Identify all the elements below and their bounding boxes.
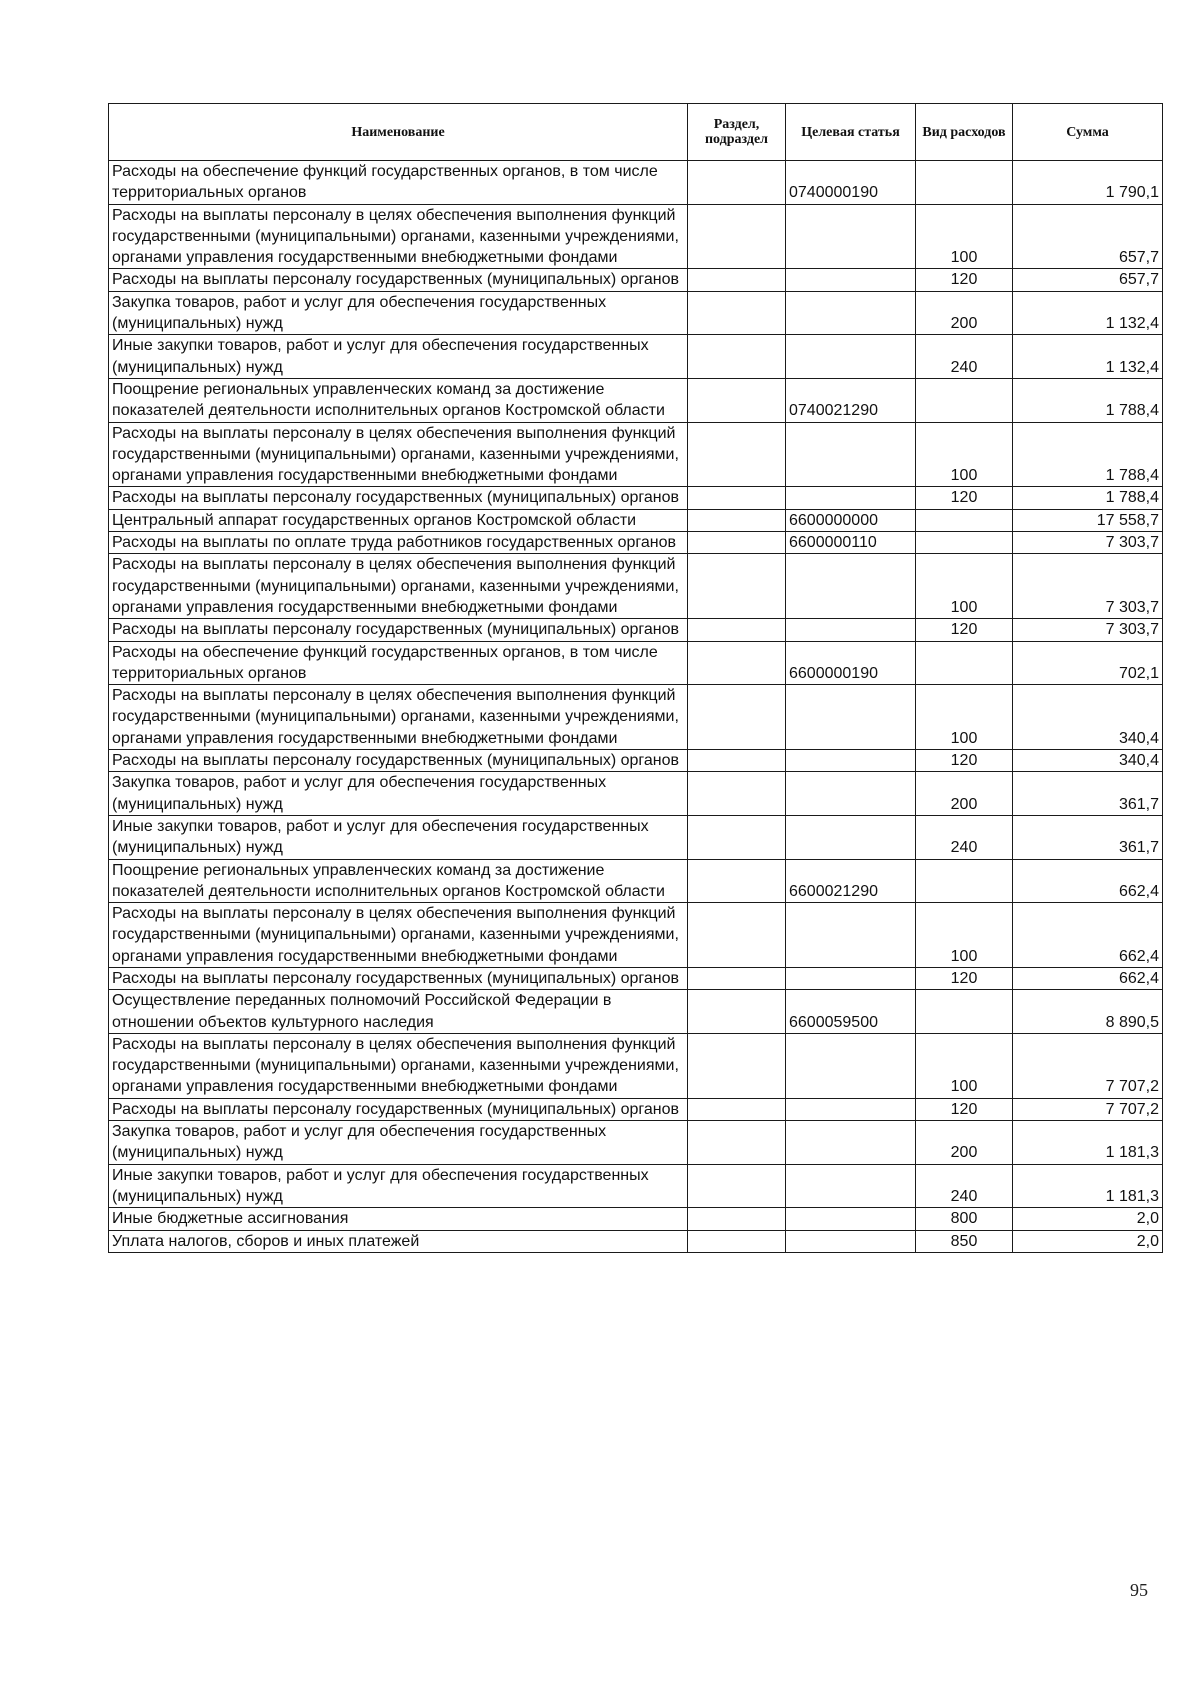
table-row bbox=[109, 990, 1163, 1034]
row-target: 6600000000 bbox=[786, 509, 916, 531]
row-type: 120 bbox=[916, 619, 1013, 641]
row-name: Расходы на выплаты персоналу в целях обеспечения выполнения функций государственными (муниципальными) органами, казенными учреждениями, органами управления государственными внебюджетными фондами bbox=[109, 554, 688, 619]
header-type: Вид расходов bbox=[916, 104, 1013, 161]
row-sum: 1 181,3 bbox=[1013, 1164, 1163, 1208]
row-name: Расходы на выплаты персоналу в целях обеспечения выполнения функций государственными (муниципальными) органами, казенными учреждениями, органами управления государственными внебюджетными фондами bbox=[109, 422, 688, 487]
row-section bbox=[688, 1208, 786, 1230]
row-section bbox=[688, 532, 786, 554]
table-row bbox=[109, 335, 1163, 379]
header-sum: Сумма bbox=[1013, 104, 1163, 161]
row-sum: 1 788,4 bbox=[1013, 378, 1163, 422]
table-header-row bbox=[109, 104, 1163, 161]
table-row bbox=[109, 750, 1163, 772]
table-row bbox=[109, 161, 1163, 205]
row-sum: 2,0 bbox=[1013, 1230, 1163, 1252]
row-type bbox=[916, 859, 1013, 903]
row-type bbox=[916, 641, 1013, 685]
row-name: Расходы на выплаты персоналу в целях обеспечения выполнения функций государственными (муниципальными) органами, казенными учреждениями, органами управления государственными внебюджетными фондами bbox=[109, 903, 688, 968]
table-row bbox=[109, 1164, 1163, 1208]
row-name: Расходы на выплаты персоналу государственных (муниципальных) органов bbox=[109, 750, 688, 772]
header-target: Целевая статья bbox=[786, 104, 916, 161]
row-section bbox=[688, 1164, 786, 1208]
row-name: Иные закупки товаров, работ и услуг для обеспечения государственных (муниципальных) нужд bbox=[109, 815, 688, 859]
table-row bbox=[109, 1098, 1163, 1120]
row-target bbox=[786, 619, 916, 641]
row-name: Расходы на выплаты персоналу государственных (муниципальных) органов bbox=[109, 269, 688, 291]
row-sum: 657,7 bbox=[1013, 269, 1163, 291]
row-name: Закупка товаров, работ и услуг для обеспечения государственных (муниципальных) нужд bbox=[109, 772, 688, 816]
row-section bbox=[688, 641, 786, 685]
row-sum: 1 790,1 bbox=[1013, 161, 1163, 205]
row-section bbox=[688, 1121, 786, 1165]
row-section bbox=[688, 509, 786, 531]
row-type: 200 bbox=[916, 291, 1013, 335]
row-sum: 1 788,4 bbox=[1013, 422, 1163, 487]
row-section bbox=[688, 619, 786, 641]
row-type bbox=[916, 509, 1013, 531]
row-target bbox=[786, 815, 916, 859]
row-target: 6600021290 bbox=[786, 859, 916, 903]
table-row bbox=[109, 859, 1163, 903]
row-name: Расходы на выплаты персоналу государственных (муниципальных) органов bbox=[109, 1098, 688, 1120]
row-name: Расходы на выплаты персоналу в целях обеспечения выполнения функций государственными (муниципальными) органами, казенными учреждениями, органами управления государственными внебюджетными фондами bbox=[109, 685, 688, 750]
row-type: 200 bbox=[916, 1121, 1013, 1165]
row-name: Расходы на обеспечение функций государственных органов, в том числе территориальных органов bbox=[109, 161, 688, 205]
row-name: Расходы на обеспечение функций государственных органов, в том числе территориальных органов bbox=[109, 641, 688, 685]
row-section bbox=[688, 291, 786, 335]
row-sum: 361,7 bbox=[1013, 815, 1163, 859]
row-type: 100 bbox=[916, 422, 1013, 487]
row-sum: 662,4 bbox=[1013, 967, 1163, 989]
row-target bbox=[786, 204, 916, 269]
row-type: 120 bbox=[916, 1098, 1013, 1120]
row-name: Уплата налогов, сборов и иных платежей bbox=[109, 1230, 688, 1252]
table-row bbox=[109, 641, 1163, 685]
table-row bbox=[109, 967, 1163, 989]
table-row bbox=[109, 685, 1163, 750]
row-type: 850 bbox=[916, 1230, 1013, 1252]
row-sum: 702,1 bbox=[1013, 641, 1163, 685]
row-section bbox=[688, 335, 786, 379]
table-row bbox=[109, 619, 1163, 641]
row-sum: 662,4 bbox=[1013, 859, 1163, 903]
row-target bbox=[786, 269, 916, 291]
row-section bbox=[688, 750, 786, 772]
row-sum: 7 303,7 bbox=[1013, 619, 1163, 641]
row-target bbox=[786, 1230, 916, 1252]
row-section bbox=[688, 378, 786, 422]
row-type: 100 bbox=[916, 204, 1013, 269]
row-target: 6600059500 bbox=[786, 990, 916, 1034]
row-sum: 1 788,4 bbox=[1013, 487, 1163, 509]
row-type bbox=[916, 532, 1013, 554]
row-target bbox=[786, 291, 916, 335]
header-name: Наименование bbox=[109, 104, 688, 161]
row-sum: 7 303,7 bbox=[1013, 554, 1163, 619]
row-target bbox=[786, 1098, 916, 1120]
row-type: 120 bbox=[916, 487, 1013, 509]
row-section bbox=[688, 990, 786, 1034]
row-type bbox=[916, 378, 1013, 422]
row-section bbox=[688, 1033, 786, 1098]
row-type: 240 bbox=[916, 335, 1013, 379]
row-target bbox=[786, 1033, 916, 1098]
row-sum: 8 890,5 bbox=[1013, 990, 1163, 1034]
row-sum: 17 558,7 bbox=[1013, 509, 1163, 531]
table-row bbox=[109, 422, 1163, 487]
row-type: 240 bbox=[916, 1164, 1013, 1208]
table-body bbox=[109, 161, 1163, 1253]
row-sum: 7 303,7 bbox=[1013, 532, 1163, 554]
row-type bbox=[916, 161, 1013, 205]
row-name: Расходы на выплаты персоналу в целях обеспечения выполнения функций государственными (муниципальными) органами, казенными учреждениями, органами управления государственными внебюджетными фондами bbox=[109, 1033, 688, 1098]
row-sum: 2,0 bbox=[1013, 1208, 1163, 1230]
row-section bbox=[688, 487, 786, 509]
row-target: 0740000190 bbox=[786, 161, 916, 205]
row-target bbox=[786, 772, 916, 816]
row-target bbox=[786, 335, 916, 379]
table-row bbox=[109, 815, 1163, 859]
table-row bbox=[109, 1121, 1163, 1165]
row-sum: 340,4 bbox=[1013, 685, 1163, 750]
row-sum: 340,4 bbox=[1013, 750, 1163, 772]
row-type: 240 bbox=[916, 815, 1013, 859]
row-name: Иные закупки товаров, работ и услуг для обеспечения государственных (муниципальных) нужд bbox=[109, 1164, 688, 1208]
row-target bbox=[786, 554, 916, 619]
row-section bbox=[688, 685, 786, 750]
page-number: 95 bbox=[1130, 1580, 1148, 1600]
table-row bbox=[109, 509, 1163, 531]
row-name: Поощрение региональных управленческих команд за достижение показателей деятельности исполнительных органов Костромской области bbox=[109, 859, 688, 903]
row-name: Закупка товаров, работ и услуг для обеспечения государственных (муниципальных) нужд bbox=[109, 1121, 688, 1165]
row-section bbox=[688, 815, 786, 859]
table-row bbox=[109, 1230, 1163, 1252]
row-type: 100 bbox=[916, 903, 1013, 968]
row-type: 120 bbox=[916, 750, 1013, 772]
table-row bbox=[109, 554, 1163, 619]
row-target bbox=[786, 903, 916, 968]
row-section bbox=[688, 1230, 786, 1252]
table-row bbox=[109, 1033, 1163, 1098]
row-section bbox=[688, 859, 786, 903]
row-sum: 361,7 bbox=[1013, 772, 1163, 816]
row-target bbox=[786, 1121, 916, 1165]
row-name: Расходы на выплаты по оплате труда работников государственных органов bbox=[109, 532, 688, 554]
row-sum: 1 132,4 bbox=[1013, 291, 1163, 335]
table-row bbox=[109, 204, 1163, 269]
row-target: 6600000110 bbox=[786, 532, 916, 554]
row-name: Центральный аппарат государственных органов Костромской области bbox=[109, 509, 688, 531]
row-section bbox=[688, 554, 786, 619]
row-type bbox=[916, 990, 1013, 1034]
row-name: Иные бюджетные ассигнования bbox=[109, 1208, 688, 1230]
row-name: Закупка товаров, работ и услуг для обеспечения государственных (муниципальных) нужд bbox=[109, 291, 688, 335]
row-name: Поощрение региональных управленческих команд за достижение показателей деятельности исполнительных органов Костромской области bbox=[109, 378, 688, 422]
row-type: 100 bbox=[916, 1033, 1013, 1098]
row-section bbox=[688, 161, 786, 205]
row-section bbox=[688, 903, 786, 968]
row-section bbox=[688, 967, 786, 989]
row-sum: 662,4 bbox=[1013, 903, 1163, 968]
row-name: Расходы на выплаты персоналу государственных (муниципальных) органов bbox=[109, 619, 688, 641]
row-sum: 657,7 bbox=[1013, 204, 1163, 269]
table-row bbox=[109, 532, 1163, 554]
row-section bbox=[688, 204, 786, 269]
row-sum: 7 707,2 bbox=[1013, 1098, 1163, 1120]
row-type: 120 bbox=[916, 967, 1013, 989]
table-row bbox=[109, 378, 1163, 422]
row-sum: 7 707,2 bbox=[1013, 1033, 1163, 1098]
row-name: Расходы на выплаты персоналу государственных (муниципальных) органов bbox=[109, 487, 688, 509]
table-row bbox=[109, 903, 1163, 968]
row-section bbox=[688, 772, 786, 816]
row-type: 100 bbox=[916, 554, 1013, 619]
row-name: Осуществление переданных полномочий Российской Федерации в отношении объектов культурного наследия bbox=[109, 990, 688, 1034]
row-target bbox=[786, 487, 916, 509]
row-sum: 1 181,3 bbox=[1013, 1121, 1163, 1165]
row-type: 100 bbox=[916, 685, 1013, 750]
row-sum: 1 132,4 bbox=[1013, 335, 1163, 379]
row-target bbox=[786, 1164, 916, 1208]
row-type: 120 bbox=[916, 269, 1013, 291]
table-row bbox=[109, 772, 1163, 816]
row-name: Расходы на выплаты персоналу в целях обеспечения выполнения функций государственными (муниципальными) органами, казенными учреждениями, органами управления государственными внебюджетными фондами bbox=[109, 204, 688, 269]
row-target bbox=[786, 422, 916, 487]
row-type: 800 bbox=[916, 1208, 1013, 1230]
row-target bbox=[786, 967, 916, 989]
row-section bbox=[688, 1098, 786, 1120]
row-target: 0740021290 bbox=[786, 378, 916, 422]
row-section bbox=[688, 269, 786, 291]
budget-table bbox=[108, 103, 1163, 1253]
row-target bbox=[786, 1208, 916, 1230]
row-type: 200 bbox=[916, 772, 1013, 816]
row-name: Иные закупки товаров, работ и услуг для обеспечения государственных (муниципальных) нужд bbox=[109, 335, 688, 379]
table-row bbox=[109, 487, 1163, 509]
row-target bbox=[786, 685, 916, 750]
table-row bbox=[109, 1208, 1163, 1230]
row-name: Расходы на выплаты персоналу государственных (муниципальных) органов bbox=[109, 967, 688, 989]
row-section bbox=[688, 422, 786, 487]
row-target bbox=[786, 750, 916, 772]
table-row bbox=[109, 291, 1163, 335]
header-section: Раздел, подраздел bbox=[688, 104, 786, 161]
row-target: 6600000190 bbox=[786, 641, 916, 685]
table-row bbox=[109, 269, 1163, 291]
